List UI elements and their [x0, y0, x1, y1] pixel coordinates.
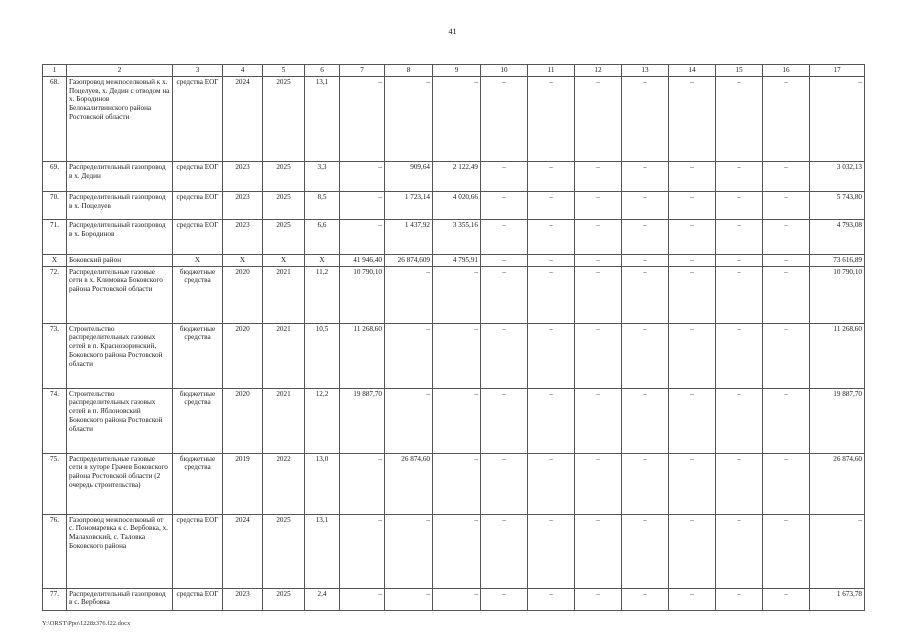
column-header: 3	[173, 65, 223, 77]
table-cell: –	[340, 514, 385, 588]
table-cell: 26 874,60	[810, 453, 865, 514]
table-cell: 6,6	[305, 220, 340, 255]
table-cell: 2020	[223, 323, 263, 388]
table-cell: 73 616,89	[810, 255, 865, 267]
table-cell: –	[481, 220, 528, 255]
table-cell: 11,2	[305, 266, 340, 323]
table-cell: Строительство распределительных газовых сетей в п. Яблоновский Боковского района Ростовской области	[67, 388, 173, 453]
table-cell: –	[669, 255, 716, 267]
table-cell: 76.	[43, 514, 67, 588]
column-header: 9	[433, 65, 481, 77]
table-cell: 69.	[43, 162, 67, 192]
table-cell: 2023	[223, 588, 263, 610]
table-cell: Распределительный газопровод в х. Поцелуев	[67, 192, 173, 220]
table-cell: бюджетные средства	[173, 388, 223, 453]
table-cell: –	[385, 514, 433, 588]
table-cell: 10,5	[305, 323, 340, 388]
table-cell: 2 122,49	[433, 162, 481, 192]
table-cell: –	[622, 255, 669, 267]
column-header: 5	[263, 65, 305, 77]
table-cell: –	[340, 453, 385, 514]
table-cell: –	[528, 192, 575, 220]
table-cell: –	[340, 192, 385, 220]
table-cell: –	[575, 192, 622, 220]
table-cell: 4 793,08	[810, 220, 865, 255]
table-cell: –	[763, 266, 810, 323]
table-cell: –	[622, 323, 669, 388]
table-cell: –	[763, 77, 810, 162]
table-cell: 2022	[263, 453, 305, 514]
table-cell: Распределительный газопровод в х. Дедин	[67, 162, 173, 192]
table-cell: –	[669, 162, 716, 192]
table-cell: –	[575, 255, 622, 267]
table-cell: –	[669, 77, 716, 162]
table-cell: 2025	[263, 220, 305, 255]
table-cell: 2021	[263, 323, 305, 388]
table-cell: 26 874,60	[385, 453, 433, 514]
table-cell: Распределительный газопровод в с. Вербовка	[67, 588, 173, 610]
table-cell: –	[575, 77, 622, 162]
table-cell: X	[263, 255, 305, 267]
table-cell: –	[433, 323, 481, 388]
table-cell: 2021	[263, 266, 305, 323]
column-header: 14	[669, 65, 716, 77]
table-row	[43, 220, 865, 255]
table-cell: Газопровод межпоселковый к х. Поцелуев, х. Дедин с отводом на х. Бородинов Белокалитвинского района Ростовской области	[67, 77, 173, 162]
table-cell: бюджетные средства	[173, 266, 223, 323]
table-cell: –	[481, 453, 528, 514]
table-cell: Боковский район	[67, 255, 173, 267]
table-cell: бюджетные средства	[173, 453, 223, 514]
table-cell: –	[528, 514, 575, 588]
table-cell: –	[716, 453, 763, 514]
table-cell: –	[763, 388, 810, 453]
table-cell: 12,2	[305, 388, 340, 453]
table-cell: –	[433, 514, 481, 588]
table-cell: 11 268,60	[810, 323, 865, 388]
table-cell: 8,5	[305, 192, 340, 220]
table-cell: 2023	[223, 192, 263, 220]
table-cell: –	[716, 220, 763, 255]
table-cell: 74.	[43, 388, 67, 453]
table-cell: 71.	[43, 220, 67, 255]
table-cell: –	[528, 388, 575, 453]
table-cell: –	[481, 323, 528, 388]
table-cell: 2025	[263, 77, 305, 162]
table-cell: 2025	[263, 588, 305, 610]
table-row	[43, 77, 865, 162]
table-cell: –	[481, 162, 528, 192]
table-cell: 19 887,70	[810, 388, 865, 453]
table-cell: 11 268,60	[340, 323, 385, 388]
table-cell: средства ЕОГ	[173, 77, 223, 162]
table-cell: Распределительные газовые сети в хуторе Грачев Боковского района Ростовской области (2 очередь строительства)	[67, 453, 173, 514]
table-cell: 3 355,16	[433, 220, 481, 255]
table-cell: средства ЕОГ	[173, 220, 223, 255]
table-row	[43, 514, 865, 588]
table-cell: 2019	[223, 453, 263, 514]
table-cell: –	[669, 514, 716, 588]
table-cell: –	[669, 266, 716, 323]
table-cell: –	[340, 220, 385, 255]
table-cell: –	[622, 514, 669, 588]
table-cell: –	[340, 588, 385, 610]
column-header: 13	[622, 65, 669, 77]
table-cell: –	[716, 323, 763, 388]
table-cell: –	[481, 388, 528, 453]
table-cell: –	[528, 220, 575, 255]
table-cell: 26 874,609	[385, 255, 433, 267]
table-cell: –	[716, 255, 763, 267]
table-cell: 1 437,92	[385, 220, 433, 255]
table-cell: –	[622, 388, 669, 453]
table-cell: 2024	[223, 77, 263, 162]
table-cell: 909,64	[385, 162, 433, 192]
table-cell: –	[763, 220, 810, 255]
table-cell: –	[622, 588, 669, 610]
column-number-row	[43, 65, 865, 77]
table-cell: –	[481, 255, 528, 267]
table-cell: –	[669, 192, 716, 220]
table-cell: –	[385, 266, 433, 323]
table-cell: –	[575, 220, 622, 255]
table-cell: 41 946,40	[340, 255, 385, 267]
table-cell: –	[385, 388, 433, 453]
column-header: 4	[223, 65, 263, 77]
table-cell: –	[763, 514, 810, 588]
table-cell: –	[385, 588, 433, 610]
table-cell: 10 790,10	[810, 266, 865, 323]
table-body	[43, 77, 865, 611]
table-cell: –	[716, 514, 763, 588]
table-cell: –	[481, 514, 528, 588]
table-cell: –	[481, 266, 528, 323]
table-cell: 5 743,80	[810, 192, 865, 220]
table-cell: –	[622, 192, 669, 220]
table-cell: 2023	[223, 162, 263, 192]
column-header: 15	[716, 65, 763, 77]
table-cell: 2020	[223, 266, 263, 323]
table-cell: 75.	[43, 453, 67, 514]
column-header: 6	[305, 65, 340, 77]
table-cell: 4 020,66	[433, 192, 481, 220]
table-cell: –	[669, 453, 716, 514]
table-cell: –	[763, 453, 810, 514]
table-row	[43, 588, 865, 610]
table-cell: –	[481, 588, 528, 610]
table-cell: –	[528, 162, 575, 192]
table-cell: –	[763, 162, 810, 192]
column-header: 10	[481, 65, 528, 77]
table-cell: 2025	[263, 162, 305, 192]
table-cell: 2025	[263, 514, 305, 588]
table-cell: –	[433, 453, 481, 514]
table-cell: –	[622, 453, 669, 514]
table-cell: –	[763, 588, 810, 610]
table-cell: –	[575, 514, 622, 588]
table-cell: –	[528, 453, 575, 514]
table-cell: –	[669, 220, 716, 255]
table-cell: –	[622, 77, 669, 162]
table-cell: 2023	[223, 220, 263, 255]
table-cell: Распределительный газопровод в х. Бородинов	[67, 220, 173, 255]
table-cell: 10 790,10	[340, 266, 385, 323]
table-cell: средства ЕОГ	[173, 514, 223, 588]
table-cell: –	[340, 77, 385, 162]
column-header: 8	[385, 65, 433, 77]
column-header: 12	[575, 65, 622, 77]
table-cell: X	[223, 255, 263, 267]
table-cell: –	[528, 266, 575, 323]
table-cell: 72.	[43, 266, 67, 323]
table-cell: –	[433, 266, 481, 323]
table-row	[43, 323, 865, 388]
table-cell: –	[669, 588, 716, 610]
table-cell: Строительство распределительных газовых сетей в п. Краснозоринский, Боковского района Ростовской области	[67, 323, 173, 388]
table-cell: –	[622, 220, 669, 255]
table-cell: –	[669, 388, 716, 453]
table-cell: 13,1	[305, 77, 340, 162]
column-header: 16	[763, 65, 810, 77]
table-cell: 1 723,14	[385, 192, 433, 220]
table-cell: –	[385, 323, 433, 388]
table-cell: –	[528, 323, 575, 388]
table-cell: –	[622, 162, 669, 192]
table-cell: бюджетные средства	[173, 323, 223, 388]
table-cell: X	[43, 255, 67, 267]
column-header: 2	[67, 65, 173, 77]
table-cell: –	[433, 77, 481, 162]
page-number: 41	[448, 27, 457, 36]
table-cell: 77.	[43, 588, 67, 610]
table-cell: 3,3	[305, 162, 340, 192]
table-cell: –	[528, 255, 575, 267]
table-cell: –	[716, 162, 763, 192]
table-cell: Распределительные газовые сети в х. Климовка Боковского района Ростовской области	[67, 266, 173, 323]
table-row	[43, 388, 865, 453]
table-cell: –	[716, 388, 763, 453]
table-cell: –	[763, 323, 810, 388]
table-cell: –	[810, 77, 865, 162]
column-header: 11	[528, 65, 575, 77]
column-header: 17	[810, 65, 865, 77]
table-cell: 2025	[263, 192, 305, 220]
table-cell: –	[481, 77, 528, 162]
column-header: 7	[340, 65, 385, 77]
table-row	[43, 453, 865, 514]
table-cell: 1 673,78	[810, 588, 865, 610]
table-cell: –	[810, 514, 865, 588]
table-cell: –	[763, 192, 810, 220]
table-cell: 73.	[43, 323, 67, 388]
table-cell: X	[305, 255, 340, 267]
table-cell: –	[575, 588, 622, 610]
table-cell: 68.	[43, 77, 67, 162]
table-cell: средства ЕОГ	[173, 162, 223, 192]
table-cell: –	[716, 77, 763, 162]
table-cell: 3 032,13	[810, 162, 865, 192]
column-header: 1	[43, 65, 67, 77]
table-cell: Газопровод межпоселковый от с. Пономаревка к с. Вербовка, х. Малаховский, с. Таловка Боковского района	[67, 514, 173, 588]
table-cell: X	[173, 255, 223, 267]
table-cell: 2020	[223, 388, 263, 453]
table-cell: –	[340, 162, 385, 192]
table-cell: 4 795,91	[433, 255, 481, 267]
table-cell: –	[716, 266, 763, 323]
table-cell: –	[575, 453, 622, 514]
table-cell: –	[385, 77, 433, 162]
table-row	[43, 266, 865, 323]
table-cell: –	[669, 323, 716, 388]
table-row	[43, 162, 865, 192]
table-cell: –	[528, 588, 575, 610]
table-cell: –	[716, 192, 763, 220]
table-cell: –	[433, 388, 481, 453]
table-cell: 2021	[263, 388, 305, 453]
table-cell: –	[575, 388, 622, 453]
table-cell: средства ЕОГ	[173, 588, 223, 610]
table-cell: 2,4	[305, 588, 340, 610]
table-row	[43, 192, 865, 220]
data-table	[42, 64, 865, 611]
table-cell: –	[763, 255, 810, 267]
table-cell: 13,1	[305, 514, 340, 588]
table-row	[43, 255, 865, 267]
table-cell: 70.	[43, 192, 67, 220]
file-path-footer: Y:\ORST\Ppo\1228z376.f22.docx	[42, 620, 131, 627]
table-cell: –	[528, 77, 575, 162]
table-cell: средства ЕОГ	[173, 192, 223, 220]
table-cell: –	[575, 323, 622, 388]
table-cell: –	[481, 192, 528, 220]
table-cell: 13,0	[305, 453, 340, 514]
table-cell: –	[716, 588, 763, 610]
table-cell: –	[622, 266, 669, 323]
table-cell: 19 887,70	[340, 388, 385, 453]
table-cell: 2024	[223, 514, 263, 588]
table-cell: –	[575, 162, 622, 192]
table-cell: –	[575, 266, 622, 323]
table-cell: –	[433, 588, 481, 610]
